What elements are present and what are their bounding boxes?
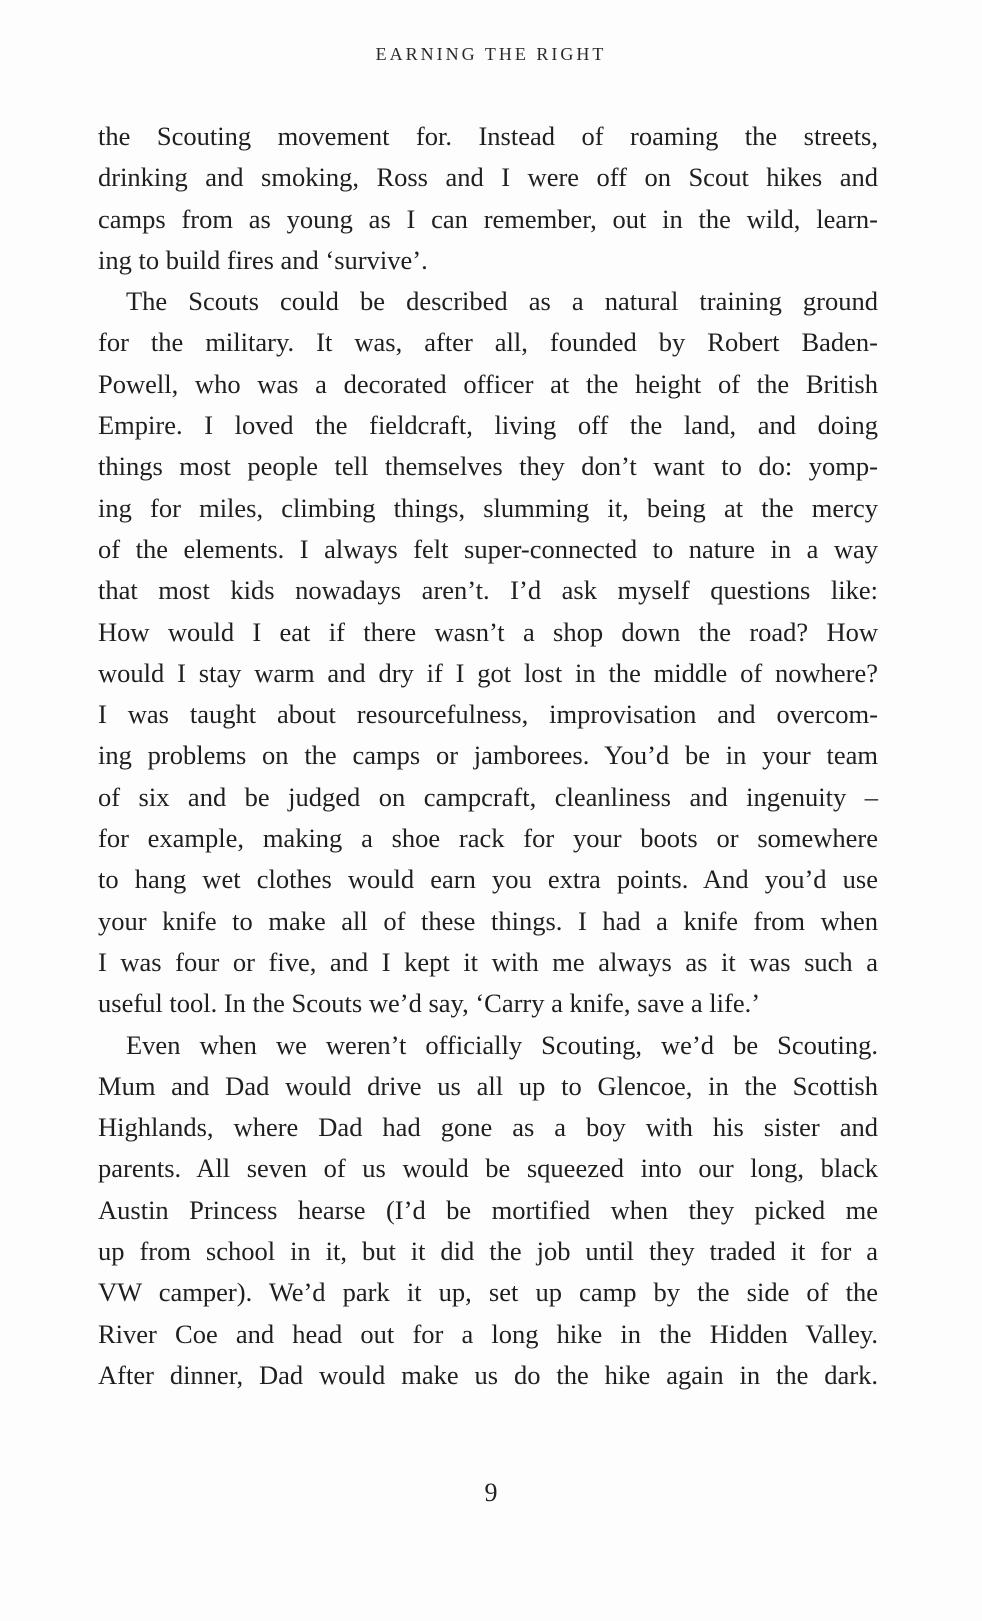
- text-line: Highlands, where Dad had gone as a boy with his sister and: [98, 1112, 878, 1143]
- text-line: The Scouts could be described as a natural training ground: [126, 286, 878, 317]
- text-line: of the elements. I always felt super-connected to nature in a way: [98, 533, 878, 564]
- text-line: Austin Princess hearse (I’d be mortified when they picked me: [98, 1194, 878, 1225]
- running-head: EARNING THE RIGHT: [375, 44, 607, 64]
- text-line: I was taught about resourcefulness, improvisation and overcom-: [98, 699, 878, 730]
- text-line: After dinner, Dad would make us do the hike again in the dark.: [98, 1359, 878, 1390]
- text-line: useful tool. In the Scouts we’d say, ‘Carry a knife, save a life.’: [98, 988, 761, 1019]
- text-line: up from school in it, but it did the job until they traded it for a: [98, 1236, 878, 1267]
- text-line: for example, making a shoe rack for your boots or somewhere: [98, 823, 878, 854]
- page-number: 9: [484, 1478, 498, 1507]
- text-line: ing problems on the camps or jamborees. You’d be in your team: [98, 740, 878, 771]
- paragraph-1: [98, 116, 878, 281]
- text-line: I was four or five, and I kept it with me always as it was such a: [98, 946, 878, 977]
- text-line: Empire. I loved the fieldcraft, living off the land, and doing: [98, 410, 878, 441]
- text-line: of six and be judged on campcraft, cleanliness and ingenuity –: [98, 781, 878, 812]
- body-text: [98, 116, 878, 1396]
- text-line: would I stay warm and dry if I got lost in the middle of nowhere?: [98, 657, 878, 688]
- text-line: How would I eat if there wasn’t a shop down the road? How: [98, 616, 878, 647]
- text-line: camps from as young as I can remember, out in the wild, learn-: [98, 203, 878, 234]
- paragraph-2: [98, 281, 878, 1024]
- text-line: VW camper). We’d park it up, set up camp by the side of the: [98, 1277, 878, 1308]
- text-line: the Scouting movement for. Instead of roaming the streets,: [98, 121, 878, 151]
- text-line: drinking and smoking, Ross and I were off on Scout hikes and: [98, 162, 878, 193]
- text-line: your knife to make all of these things. I had a knife from when: [98, 905, 878, 936]
- paragraph-3: [98, 1025, 878, 1397]
- text-line: ing for miles, climbing things, slumming it, being at the mercy: [98, 492, 878, 523]
- text-line: things most people tell themselves they don’t want to do: yomp-: [98, 451, 878, 482]
- text-line: that most kids nowadays aren’t. I’d ask myself questions like:: [98, 575, 878, 606]
- text-line: Even when we weren’t officially Scouting, we’d be Scouting.: [126, 1029, 878, 1060]
- text-line: to hang wet clothes would earn you extra points. And you’d use: [98, 864, 878, 895]
- text-line: for the military. It was, after all, founded by Robert Baden-: [98, 327, 878, 358]
- text-line: Mum and Dad would drive us all up to Glencoe, in the Scottish: [98, 1070, 878, 1101]
- text-line: ing to build fires and ‘survive’.: [98, 244, 428, 275]
- text-line: parents. All seven of us would be squeezed into our long, black: [98, 1153, 878, 1184]
- text-line: River Coe and head out for a long hike in the Hidden Valley.: [98, 1318, 878, 1349]
- text-line: Powell, who was a decorated officer at the height of the British: [98, 368, 878, 399]
